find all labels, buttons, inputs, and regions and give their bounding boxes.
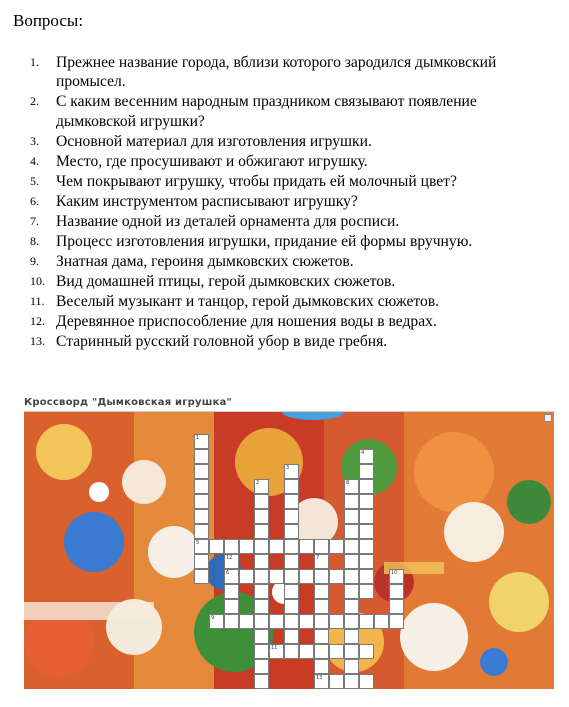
question-number: 7.: [30, 213, 39, 228]
question-text: Каким инструментом расписывают игрушку?: [56, 192, 358, 210]
crossword-cell[interactable]: [314, 569, 329, 584]
crossword-cell[interactable]: [314, 629, 329, 644]
question-item: [28, 292, 558, 311]
question-text: Старинный русский головной убор в виде гребня.: [56, 332, 388, 350]
crossword-cell[interactable]: [254, 494, 269, 509]
crossword-cell[interactable]: [344, 644, 359, 659]
question-text: Прежнее название города, вблизи которого зародился дымковский промысел.: [56, 54, 497, 91]
crossword-cell[interactable]: [359, 554, 374, 569]
crossword-cell[interactable]: [254, 644, 269, 659]
crossword-cell[interactable]: [284, 509, 299, 524]
crossword-cell[interactable]: [299, 539, 314, 554]
crossword-cell-number: 6: [226, 570, 230, 576]
crossword-cell[interactable]: [314, 659, 329, 674]
crossword-cell[interactable]: [359, 584, 374, 599]
crossword-cell[interactable]: [209, 539, 224, 554]
crossword-cell[interactable]: [254, 539, 269, 554]
crossword-cell[interactable]: [359, 494, 374, 509]
question-item: [28, 232, 558, 251]
question-text: Название одной из деталей орнамента для росписи.: [56, 212, 400, 230]
crossword-cell[interactable]: [239, 569, 254, 584]
crossword-cell[interactable]: [194, 569, 209, 584]
crossword-cell[interactable]: [194, 524, 209, 539]
question-number: 6.: [30, 193, 39, 208]
crossword-cell[interactable]: [344, 614, 359, 629]
crossword-cell[interactable]: [389, 614, 404, 629]
crossword-cell[interactable]: [359, 614, 374, 629]
crossword-cell[interactable]: [224, 599, 239, 614]
question-number: 1.: [30, 55, 39, 69]
crossword-cell[interactable]: [359, 524, 374, 539]
crossword-cell[interactable]: [254, 509, 269, 524]
crossword-cell[interactable]: [254, 584, 269, 599]
crossword-grid: [24, 412, 554, 689]
crossword-cell[interactable]: [299, 614, 314, 629]
crossword-cell[interactable]: [284, 479, 299, 494]
crossword-cell[interactable]: [224, 614, 239, 629]
crossword-cell[interactable]: [284, 539, 299, 554]
crossword-cell[interactable]: [389, 584, 404, 599]
crossword-cell[interactable]: [284, 629, 299, 644]
question-item: [28, 332, 558, 351]
crossword-cell-number: 8: [346, 480, 350, 486]
crossword-cell[interactable]: [329, 569, 344, 584]
crossword-cell[interactable]: [359, 509, 374, 524]
crossword-cell[interactable]: [344, 479, 359, 494]
crossword-cell[interactable]: [239, 614, 254, 629]
crossword-cell[interactable]: [389, 569, 404, 584]
crossword-cell[interactable]: [344, 554, 359, 569]
crossword-cell[interactable]: [254, 659, 269, 674]
crossword-cell[interactable]: [344, 539, 359, 554]
question-text: Веселый музыкант и танцор, герой дымковских сюжетов.: [56, 292, 440, 310]
question-item: [28, 152, 558, 171]
crossword-cell[interactable]: [254, 554, 269, 569]
crossword-cell[interactable]: [359, 464, 374, 479]
question-number: 2.: [30, 94, 39, 109]
crossword-cell[interactable]: [374, 614, 389, 629]
crossword-cell[interactable]: [254, 569, 269, 584]
crossword-cell[interactable]: [284, 524, 299, 539]
crossword-cell[interactable]: [329, 539, 344, 554]
crossword-cell[interactable]: [314, 584, 329, 599]
question-text: Основной материал для изготовления игрушки.: [56, 132, 372, 150]
crossword-cell[interactable]: [209, 614, 224, 629]
crossword-cell[interactable]: [314, 539, 329, 554]
crossword-cell[interactable]: [284, 644, 299, 659]
crossword-cell[interactable]: [314, 554, 329, 569]
crossword-cell[interactable]: [299, 569, 314, 584]
crossword-cell[interactable]: [194, 479, 209, 494]
crossword-cell[interactable]: [359, 644, 374, 659]
crossword-cell[interactable]: [254, 524, 269, 539]
crossword-cell[interactable]: [269, 539, 284, 554]
crossword-cell-number: 11: [271, 645, 278, 651]
crossword-cell-number: 7: [316, 555, 320, 561]
crossword-cell[interactable]: [254, 614, 269, 629]
crossword-cell-number: 2: [256, 480, 260, 486]
crossword-cell[interactable]: [224, 584, 239, 599]
crossword-cell[interactable]: [344, 569, 359, 584]
crossword-cell[interactable]: [284, 494, 299, 509]
crossword-cell[interactable]: [239, 539, 254, 554]
crossword-cell[interactable]: [284, 554, 299, 569]
crossword-cell[interactable]: [194, 554, 209, 569]
crossword-cell[interactable]: [254, 599, 269, 614]
crossword-cell[interactable]: [284, 614, 299, 629]
crossword-cell[interactable]: [344, 674, 359, 689]
crossword-cell[interactable]: [194, 509, 209, 524]
crossword-cell[interactable]: [359, 479, 374, 494]
question-item: [28, 172, 558, 191]
crossword-cell[interactable]: [284, 584, 299, 599]
crossword-cell[interactable]: [314, 599, 329, 614]
crossword-cell[interactable]: [284, 569, 299, 584]
crossword-title: Кроссворд "Дымковская игрушка": [24, 397, 232, 408]
crossword-cell[interactable]: [284, 464, 299, 479]
crossword-cell[interactable]: [194, 539, 209, 554]
questions-list: [28, 53, 558, 352]
question-item: [28, 53, 558, 92]
question-item: [28, 312, 558, 331]
crossword-cell[interactable]: [314, 674, 329, 689]
crossword-cell-number: 12: [226, 555, 233, 561]
crossword-cell[interactable]: [224, 554, 239, 569]
crossword-cell[interactable]: [194, 449, 209, 464]
crossword-cell[interactable]: [254, 674, 269, 689]
question-item: [28, 192, 558, 211]
question-text: Вид домашней птицы, герой дымковских сюжетов.: [56, 272, 396, 290]
crossword-cell[interactable]: [314, 644, 329, 659]
question-number: 10.: [30, 273, 45, 288]
crossword-cell[interactable]: [359, 674, 374, 689]
crossword-cell[interactable]: [359, 449, 374, 464]
question-number: 12.: [30, 313, 45, 328]
crossword-cell[interactable]: [344, 494, 359, 509]
question-item: [28, 272, 558, 291]
question-text: Знатная дама, героиня дымковских сюжетов.: [56, 252, 354, 270]
question-text: Место, где просушивают и обжигают игрушку.: [56, 152, 368, 170]
crossword-cell[interactable]: [344, 524, 359, 539]
question-text: Деревянное приспособление для ношения воды в ведрах.: [56, 312, 437, 330]
crossword-cell[interactable]: [269, 569, 284, 584]
question-number: 4.: [30, 153, 39, 168]
crossword-cell-number: 9: [211, 615, 215, 621]
crossword-cell-number: 4: [361, 450, 365, 456]
crossword-cell[interactable]: [359, 539, 374, 554]
question-number: 13.: [30, 333, 45, 348]
crossword-cell[interactable]: [344, 509, 359, 524]
crossword-cell-number: 10: [391, 570, 398, 576]
crossword-cell[interactable]: [224, 569, 239, 584]
question-item: [28, 252, 558, 271]
crossword-cell[interactable]: [344, 659, 359, 674]
crossword-frame: [24, 411, 554, 689]
question-text: Процесс изготовления игрушки, придание ей формы вручную.: [56, 232, 473, 250]
crossword-cell[interactable]: [269, 644, 284, 659]
crossword-cell[interactable]: [329, 674, 344, 689]
question-number: 9.: [30, 253, 39, 268]
crossword-cell[interactable]: [194, 464, 209, 479]
question-number: 11.: [30, 293, 45, 308]
crossword-cell-number: 5: [196, 540, 200, 546]
crossword-cell[interactable]: [224, 539, 239, 554]
question-number: 5.: [30, 173, 39, 188]
crossword-cell[interactable]: [359, 569, 374, 584]
crossword-cell-number: 13: [316, 675, 323, 681]
crossword-cell[interactable]: [254, 479, 269, 494]
crossword-cell-number: 3: [286, 465, 290, 471]
crossword-cell[interactable]: [194, 434, 209, 449]
questions-heading: Вопросы:: [13, 11, 84, 30]
question-text: Чем покрывают игрушку, чтобы придать ей молочный цвет?: [56, 172, 457, 190]
question-number: 3.: [30, 133, 39, 148]
question-text: С каким весенним народным праздником связывают появление дымковской игрушки?: [56, 93, 477, 130]
question-item: [28, 92, 558, 131]
crossword-cell[interactable]: [299, 644, 314, 659]
crossword-cell[interactable]: [254, 629, 269, 644]
crossword-cell[interactable]: [389, 599, 404, 614]
crossword-cell[interactable]: [269, 614, 284, 629]
crossword-cell[interactable]: [344, 584, 359, 599]
crossword-cell[interactable]: [284, 599, 299, 614]
crossword-cell-number: 1: [196, 435, 200, 441]
question-item: [28, 212, 558, 231]
crossword-cell[interactable]: [344, 629, 359, 644]
question-item: [28, 132, 558, 151]
crossword-cell[interactable]: [314, 614, 329, 629]
crossword-cell[interactable]: [329, 644, 344, 659]
crossword-cell[interactable]: [344, 599, 359, 614]
crossword-cell[interactable]: [194, 494, 209, 509]
crossword-cell[interactable]: [329, 614, 344, 629]
question-number: 8.: [30, 233, 39, 248]
